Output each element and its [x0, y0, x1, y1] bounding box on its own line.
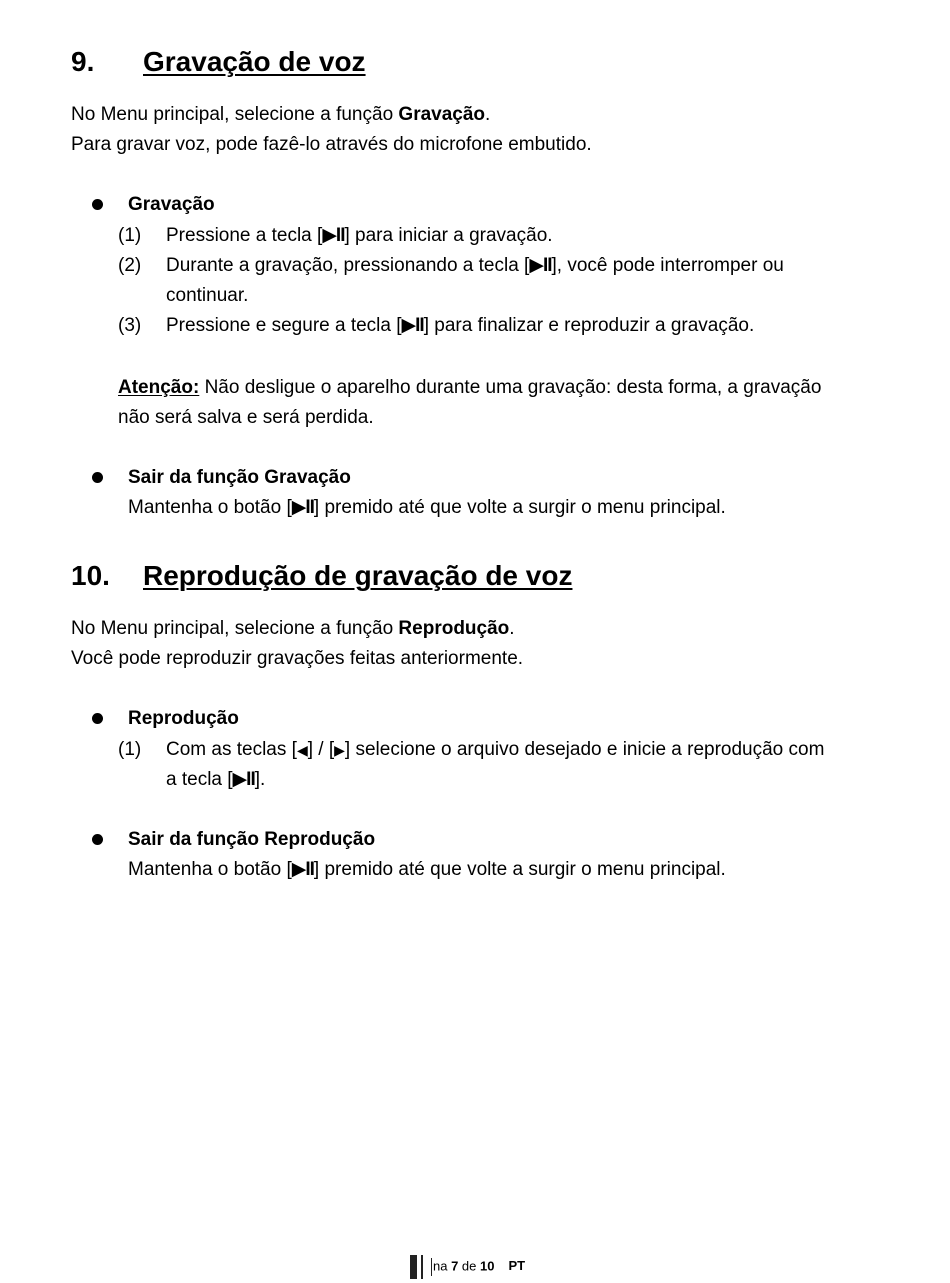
step-text: Pressione e segure a tecla [ — [166, 315, 402, 336]
section-9-heading — [71, 47, 366, 77]
left-arrow-key-icon: ◀ — [296, 742, 308, 758]
play-pause-key-icon: ▶II — [291, 497, 314, 518]
intro-text: No Menu principal, selecione a função — [71, 618, 399, 639]
function-name: Gravação — [398, 104, 486, 125]
step-text: ] para finalizar e reproduzir a gravação. — [423, 315, 755, 336]
play-pause-key-icon: ▶II — [401, 315, 424, 336]
step-label: (3) — [118, 315, 142, 336]
bullet-text: Mantenha o botão [ — [128, 859, 292, 880]
bullet-text: ] premido até que volte a surgir o menu principal. — [313, 859, 726, 880]
bullet-title-gravacao: Gravação — [128, 194, 215, 215]
step-text: Com as teclas [ — [166, 739, 297, 760]
page-prefix: na — [433, 1258, 452, 1274]
step-text: ] / [ — [307, 739, 335, 760]
attention-text: Não desligue o aparelho durante uma gravação: desta forma, a gravação — [199, 377, 822, 398]
section-9-intro-line-1 — [71, 100, 490, 130]
page-footer — [410, 1255, 525, 1281]
bullet-icon — [92, 199, 103, 210]
bullet-title-sair-reproducao: Sair da função Reprodução — [128, 829, 376, 850]
right-arrow-key-icon: ▶ — [334, 742, 345, 758]
footer-bar-icon — [431, 1258, 432, 1276]
bullet-text: Mantenha o botão [ — [128, 497, 292, 518]
step-text: ], você pode interromper ou — [551, 255, 784, 276]
attention-label: Atenção: — [118, 377, 200, 398]
play-pause-key-icon: ▶II — [322, 225, 345, 246]
section-number: 10. — [71, 560, 110, 591]
page-total: 10 — [480, 1258, 495, 1274]
section-9-intro-line-2: Para gravar voz, pode fazê-lo através do microfone embutido. — [71, 134, 592, 155]
intro-text: No Menu principal, selecione a função — [71, 104, 399, 125]
section-10-heading — [71, 561, 572, 591]
language-code: PT — [508, 1258, 526, 1274]
bullet-icon — [92, 834, 103, 845]
attention-note-line-2: não será salva e será perdida. — [118, 407, 374, 428]
intro-punct: . — [485, 104, 491, 125]
page-of: de — [458, 1258, 480, 1274]
attention-note-line-1 — [118, 373, 821, 403]
step-1-text — [166, 735, 824, 765]
footer-bar-icon — [410, 1255, 417, 1279]
step-text: Durante a gravação, pressionando a tecla [ — [166, 255, 530, 276]
play-pause-key-icon: ▶II — [232, 769, 255, 790]
section-title: Reprodução de gravação de voz — [143, 560, 573, 591]
section-10-intro-line-1 — [71, 614, 515, 644]
section-number: 9. — [71, 46, 95, 77]
section-title: Gravação de voz — [143, 46, 366, 77]
step-text: ] selecione o arquivo desejado e inicie a reprodução com — [344, 739, 825, 760]
bullet-title-sair-gravacao: Sair da função Gravação — [128, 467, 351, 488]
step-3-text — [166, 311, 754, 341]
step-2-continuation: continuar. — [166, 285, 249, 306]
step-1-continuation — [166, 765, 265, 795]
function-name: Reprodução — [398, 618, 510, 639]
intro-punct: . — [509, 618, 515, 639]
step-text: ]. — [254, 769, 266, 790]
step-2-text — [166, 251, 784, 281]
step-label: (1) — [118, 739, 142, 760]
footer-bar-icon — [421, 1255, 423, 1279]
step-1-text — [166, 221, 553, 251]
step-text: a tecla [ — [166, 769, 233, 790]
bullet-title-reproducao: Reprodução — [128, 708, 239, 729]
bullet-text: ] premido até que volte a surgir o menu principal. — [313, 497, 726, 518]
step-label: (2) — [118, 255, 142, 276]
step-text: Pressione a tecla [ — [166, 225, 323, 246]
bullet-text-sair-reproducao — [128, 855, 726, 885]
bullet-icon — [92, 713, 103, 724]
page-current: 7 — [451, 1258, 459, 1274]
play-pause-key-icon: ▶II — [291, 859, 314, 880]
section-10-intro-line-2: Você pode reproduzir gravações feitas anteriormente. — [71, 648, 524, 669]
play-pause-key-icon: ▶II — [529, 255, 552, 276]
bullet-text-sair-gravacao — [128, 493, 726, 523]
step-text: ] para iniciar a gravação. — [344, 225, 553, 246]
step-label: (1) — [118, 225, 142, 246]
bullet-icon — [92, 472, 103, 483]
